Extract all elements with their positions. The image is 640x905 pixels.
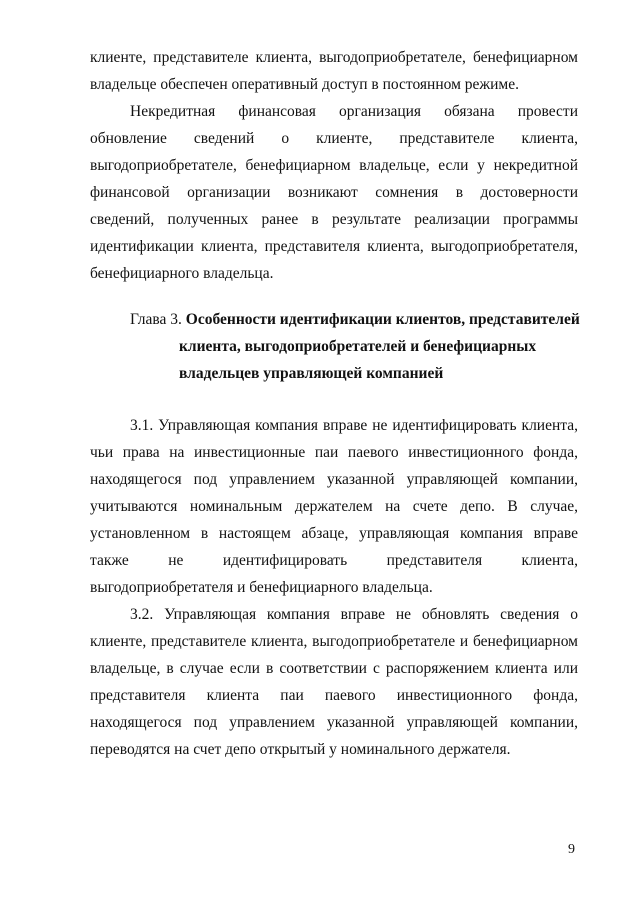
chapter-title-line1: Особенности идентификации клиентов, представителей (185, 311, 580, 328)
chapter-label: Глава 3. (130, 311, 182, 328)
section-3-2: 3.2. Управляющая компания вправе не обновлять сведения о клиенте, представителе клиента, выгодоприобретателе и бенефициарном владельце, в случае если в соответствии с распоряжением клиента или представителя клиента паи паевого инвестиционного фонда, находящегося под управлением указанной управляющей компании, переводятся на счет депо открытый у номинального держателя. (90, 606, 578, 758)
page-number: 9 (568, 842, 575, 857)
chapter-title-line2: клиента, выгодоприобретателей и бенефициарных (179, 338, 537, 355)
chapter-heading-line1 (90, 306, 590, 333)
paragraph-access: клиенте, представителе клиента, выгодоприобретателе, бенефициарном владельце обеспечен оперативный доступ в постоянном режиме. (90, 49, 578, 93)
chapter-heading (90, 306, 590, 387)
text-block-sections (90, 412, 578, 763)
chapter-title-line3: владельцев управляющей компанией (179, 365, 444, 382)
paragraph-update-obligation: Некредитная финансовая организация обязана провести обновление сведений о клиенте, представителе клиента, выгодоприобретателе, бенефициарном владельце, если у некредитной финансовой организации возникают сомнения в достоверности сведений, полученных ранее в результате реализации программы идентификации клиента, представителя клиента, выгодоприобретателя, бенефициарного владельца. (90, 103, 578, 282)
section-3-1: 3.1. Управляющая компания вправе не идентифицировать клиента, чьи права на инвестиционные паи паевого инвестиционного фонда, находящегося под управлением указанной управляющей компании, учитываются номинальным держателем на счете депо. В случае, установленном в настоящем абзаце, управляющая компания вправе также не идентифицировать представителя клиента, выгодоприобретателя и бенефициарного владельца. (90, 417, 578, 596)
text-block-top (90, 44, 578, 287)
